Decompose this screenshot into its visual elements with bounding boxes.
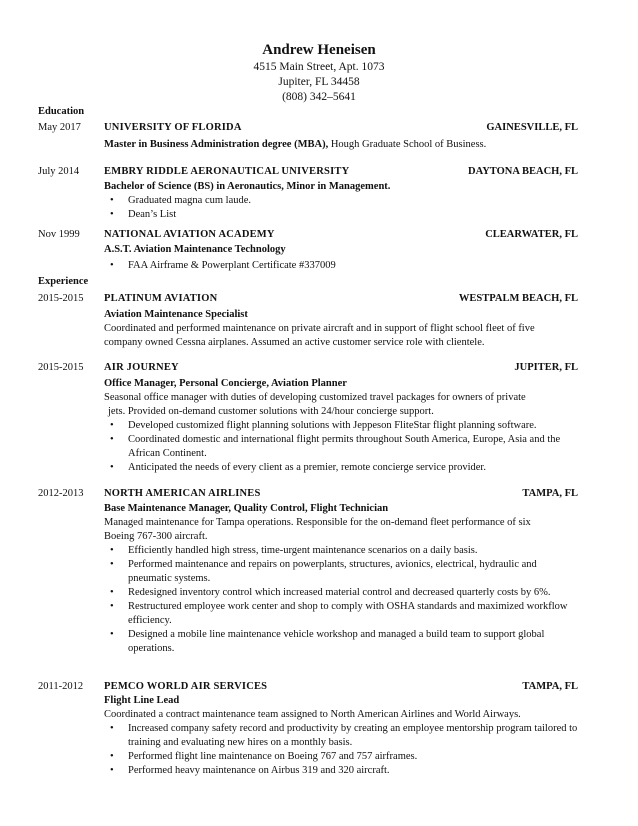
list-item: • Performed flight line maintenance on Boeing 767 and 757 airframes. bbox=[128, 750, 578, 764]
bullet-list bbox=[38, 722, 578, 778]
education-heading: Education bbox=[38, 106, 85, 117]
entry-date: Nov 1999 bbox=[38, 229, 80, 240]
entry-location: CLEARWATER, FL bbox=[485, 229, 578, 240]
bullet-list bbox=[38, 544, 578, 656]
entry-location: WESTPALM BEACH, FL bbox=[458, 293, 578, 304]
entry-organization: PEMCO WORLD AIR SERVICES bbox=[104, 681, 268, 692]
job-description bbox=[38, 516, 578, 544]
entry-location: GAINESVILLE, FL bbox=[486, 122, 578, 133]
description-line: Seasonal office manager with duties of developing customized travel packages for owners of private bbox=[104, 392, 526, 403]
entry-organization: UNIVERSITY OF FLORIDA bbox=[104, 122, 242, 133]
entry-date: July 2014 bbox=[38, 166, 80, 177]
list-item: • FAA Airframe & Powerplant Certificate #337009 bbox=[128, 259, 578, 273]
list-item: • Performed maintenance and repairs on powerplants, structures, avionics, electrical, hydraulic and pneumatic systems. bbox=[128, 558, 578, 586]
education-entry bbox=[38, 165, 578, 222]
bullet-list bbox=[38, 259, 578, 273]
resume-header bbox=[0, 40, 638, 105]
experience-entry bbox=[38, 487, 578, 656]
job-description bbox=[38, 322, 578, 350]
job-title: Aviation Maintenance Specialist bbox=[104, 309, 248, 320]
list-item: • Dean’s List bbox=[128, 208, 578, 222]
entry-location: TAMPA, FL bbox=[522, 681, 578, 692]
list-item: • Developed customized flight planning solutions with Jeppeson FliteStar flight planning software. bbox=[128, 419, 578, 433]
degree-school: Hough Graduate School of Business. bbox=[328, 139, 487, 150]
entry-degree: Bachelor of Science (BS) in Aeronautics, Minor in Management. bbox=[104, 181, 391, 192]
applicant-name: Andrew Heneisen bbox=[262, 42, 376, 58]
entry-degree bbox=[38, 138, 578, 152]
list-item: • Efficiently handled high stress, time-urgent maintenance scenarios on a daily basis. bbox=[128, 544, 578, 558]
job-title: Base Maintenance Manager, Quality Control, Flight Technician bbox=[104, 503, 389, 514]
list-item: • Anticipated the needs of every client as a premier, remote concierge service provider. bbox=[128, 461, 578, 475]
entry-date: 2015-2015 bbox=[38, 293, 84, 304]
entry-organization: NATIONAL AVIATION ACADEMY bbox=[104, 229, 275, 240]
description-line: Coordinated and performed maintenance on private aircraft and in support of flight school fleet of five bbox=[104, 323, 535, 334]
job-description bbox=[38, 391, 578, 419]
education-entry bbox=[38, 121, 578, 152]
entry-location: TAMPA, FL bbox=[522, 488, 578, 499]
entry-location: DAYTONA BEACH, FL bbox=[468, 166, 578, 177]
entry-date: 2011-2012 bbox=[38, 681, 84, 692]
city-state-zip: Jupiter, FL 34458 bbox=[278, 76, 360, 88]
job-description bbox=[38, 708, 578, 722]
entry-organization: PLATINUM AVIATION bbox=[104, 293, 218, 304]
degree-name: Master in Business Administration degree (MBA), bbox=[104, 139, 329, 150]
entry-date: May 2017 bbox=[38, 122, 81, 133]
experience-entry bbox=[38, 361, 578, 475]
job-title: Flight Line Lead bbox=[104, 695, 180, 706]
experience-entry bbox=[38, 292, 578, 350]
list-item: • Designed a mobile line maintenance vehicle workshop and managed a build team to support global operations. bbox=[128, 628, 578, 656]
bullet-list bbox=[38, 194, 578, 222]
list-item: • Graduated magna cum laude. bbox=[128, 194, 578, 208]
education-entry bbox=[38, 228, 578, 273]
entry-date: 2012-2013 bbox=[38, 488, 84, 499]
entry-organization: EMBRY RIDDLE AERONAUTICAL UNIVERSITY bbox=[104, 166, 350, 177]
entry-organization: NORTH AMERICAN AIRLINES bbox=[104, 488, 261, 499]
description-line: Managed maintenance for Tampa operations. Responsible for the on-demand fleet performance of six bbox=[104, 517, 531, 528]
description-line: company owned Cessna airplanes. Assumed an active customer service role with clientele. bbox=[104, 337, 485, 348]
bullet-list bbox=[38, 419, 578, 475]
list-item: • Restructured employee work center and shop to comply with OSHA standards and maximized workflow efficiency. bbox=[128, 600, 578, 628]
list-item: • Coordinated domestic and international flight permits throughout South America, Europe, Asia and the African Continent. bbox=[128, 433, 578, 461]
list-item: • Increased company safety record and productivity by creating an employee mentorship program tailored to training and evaluating new hires on a monthly basis. bbox=[128, 722, 578, 750]
job-title: Office Manager, Personal Concierge, Aviation Planner bbox=[104, 378, 347, 389]
street-address: 4515 Main Street, Apt. 1073 bbox=[253, 61, 385, 73]
phone-number: (808) 342–5641 bbox=[282, 91, 356, 103]
description-line: Boeing 767-300 aircraft. bbox=[104, 531, 208, 542]
entry-organization: AIR JOURNEY bbox=[104, 362, 179, 373]
entry-location: JUPITER, FL bbox=[514, 362, 578, 373]
list-item: • Performed heavy maintenance on Airbus 319 and 320 aircraft. bbox=[128, 764, 578, 778]
entry-degree: A.S.T. Aviation Maintenance Technology bbox=[104, 244, 286, 255]
experience-entry bbox=[38, 680, 578, 778]
experience-heading: Experience bbox=[38, 276, 89, 287]
entry-date: 2015-2015 bbox=[38, 362, 84, 373]
list-item: • Redesigned inventory control which increased material control and decreased quarterly costs by 6%. bbox=[128, 586, 578, 600]
description-line: jets. Provided on-demand customer solutions with 24/hour concierge support. bbox=[108, 406, 434, 417]
description-line: Coordinated a contract maintenance team assigned to North American Airlines and World Airways. bbox=[104, 709, 521, 720]
